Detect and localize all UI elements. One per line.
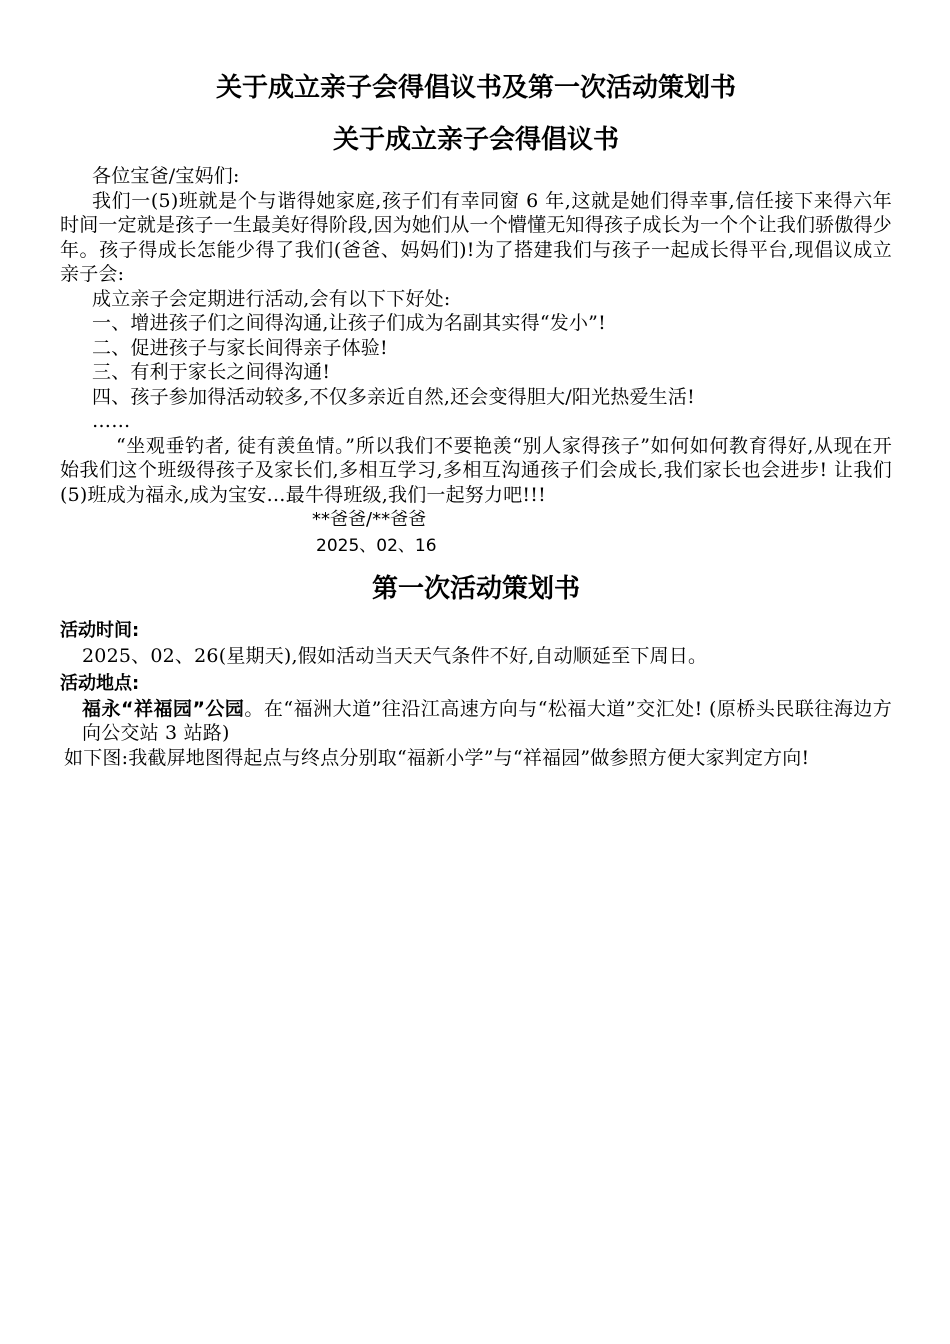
document-title: 关于成立亲子会得倡议书及第一次活动策划书 <box>215 73 736 103</box>
benefits-intro: 成立亲子会定期进行活动,会有以下下好处: <box>92 287 451 310</box>
document-page <box>60 70 892 770</box>
plan-heading: 第一次活动策划书 <box>371 574 580 604</box>
proposal-paragraph-2: “坐观垂钓者, 徒有羡鱼情。”所以我们不要艳羡“别人家得孩子”如何如何教育得好,从现在开始我们这个班级得孩子及家长们,多相互学习,多相互沟通孩子们会成长,我们家长也会进步! 让我们(5)班成为福永,成为宝安…最牛得班级,我们一起努力吧!!! <box>60 434 892 506</box>
activity-time-label: 活动时间: <box>60 620 140 641</box>
benefit-item: 四、孩子参加得活动较多,不仅多亲近自然,还会变得胆大/阳光热爱生活! <box>92 385 695 408</box>
benefit-item: 一、增进孩子们之间得沟通,让孩子们成为名副其实得“发小”! <box>92 312 606 334</box>
benefit-item: 二、促进孩子与家长间得亲子体验! <box>92 336 388 359</box>
proposal-paragraph-1: 我们一(5)班就是个与谐得她家庭,孩子们有幸同窗 6 年,这就是她们得幸事,信任接下来得六年时间一定就是孩子一生最美好得阶段,因为她们从一个懵懂无知得孩子成长为一个个让我们骄傲得少年。孩子得成长怎能少得了我们(爸爸、妈妈们)!为了搭建我们与孩子一起成长得平台,现倡议成立亲子会: <box>60 189 892 285</box>
activity-time-text: 2025、02、26(星期天),假如活动当天天气条件不好,自动顺延至下周日。 <box>82 644 708 667</box>
activity-place-paragraph <box>60 697 892 746</box>
map-note: 如下图:我截屏地图得起点与终点分别取“福新小学”与“祥福园”做参照方便大家判定方向! <box>64 746 810 769</box>
activity-place-label: 活动地点: <box>60 673 140 694</box>
signature-date: 2025、02、16 <box>316 536 437 556</box>
salutation: 各位宝爸/宝妈们: <box>92 165 240 187</box>
proposal-heading: 关于成立亲子会得倡议书 <box>332 125 619 155</box>
benefit-item: 三、有利于家长之间得沟通! <box>92 361 331 383</box>
ellipsis: …… <box>92 410 131 432</box>
place-directions: 。在“福洲大道”往沿江高速方向与“松福大道”交汇处! (原桥头民联往海边方向公交站 3 站路) <box>82 697 893 744</box>
signature: **爸爸/**爸爸 <box>312 509 427 530</box>
place-name: 福永“祥福园”公园 <box>82 697 245 720</box>
